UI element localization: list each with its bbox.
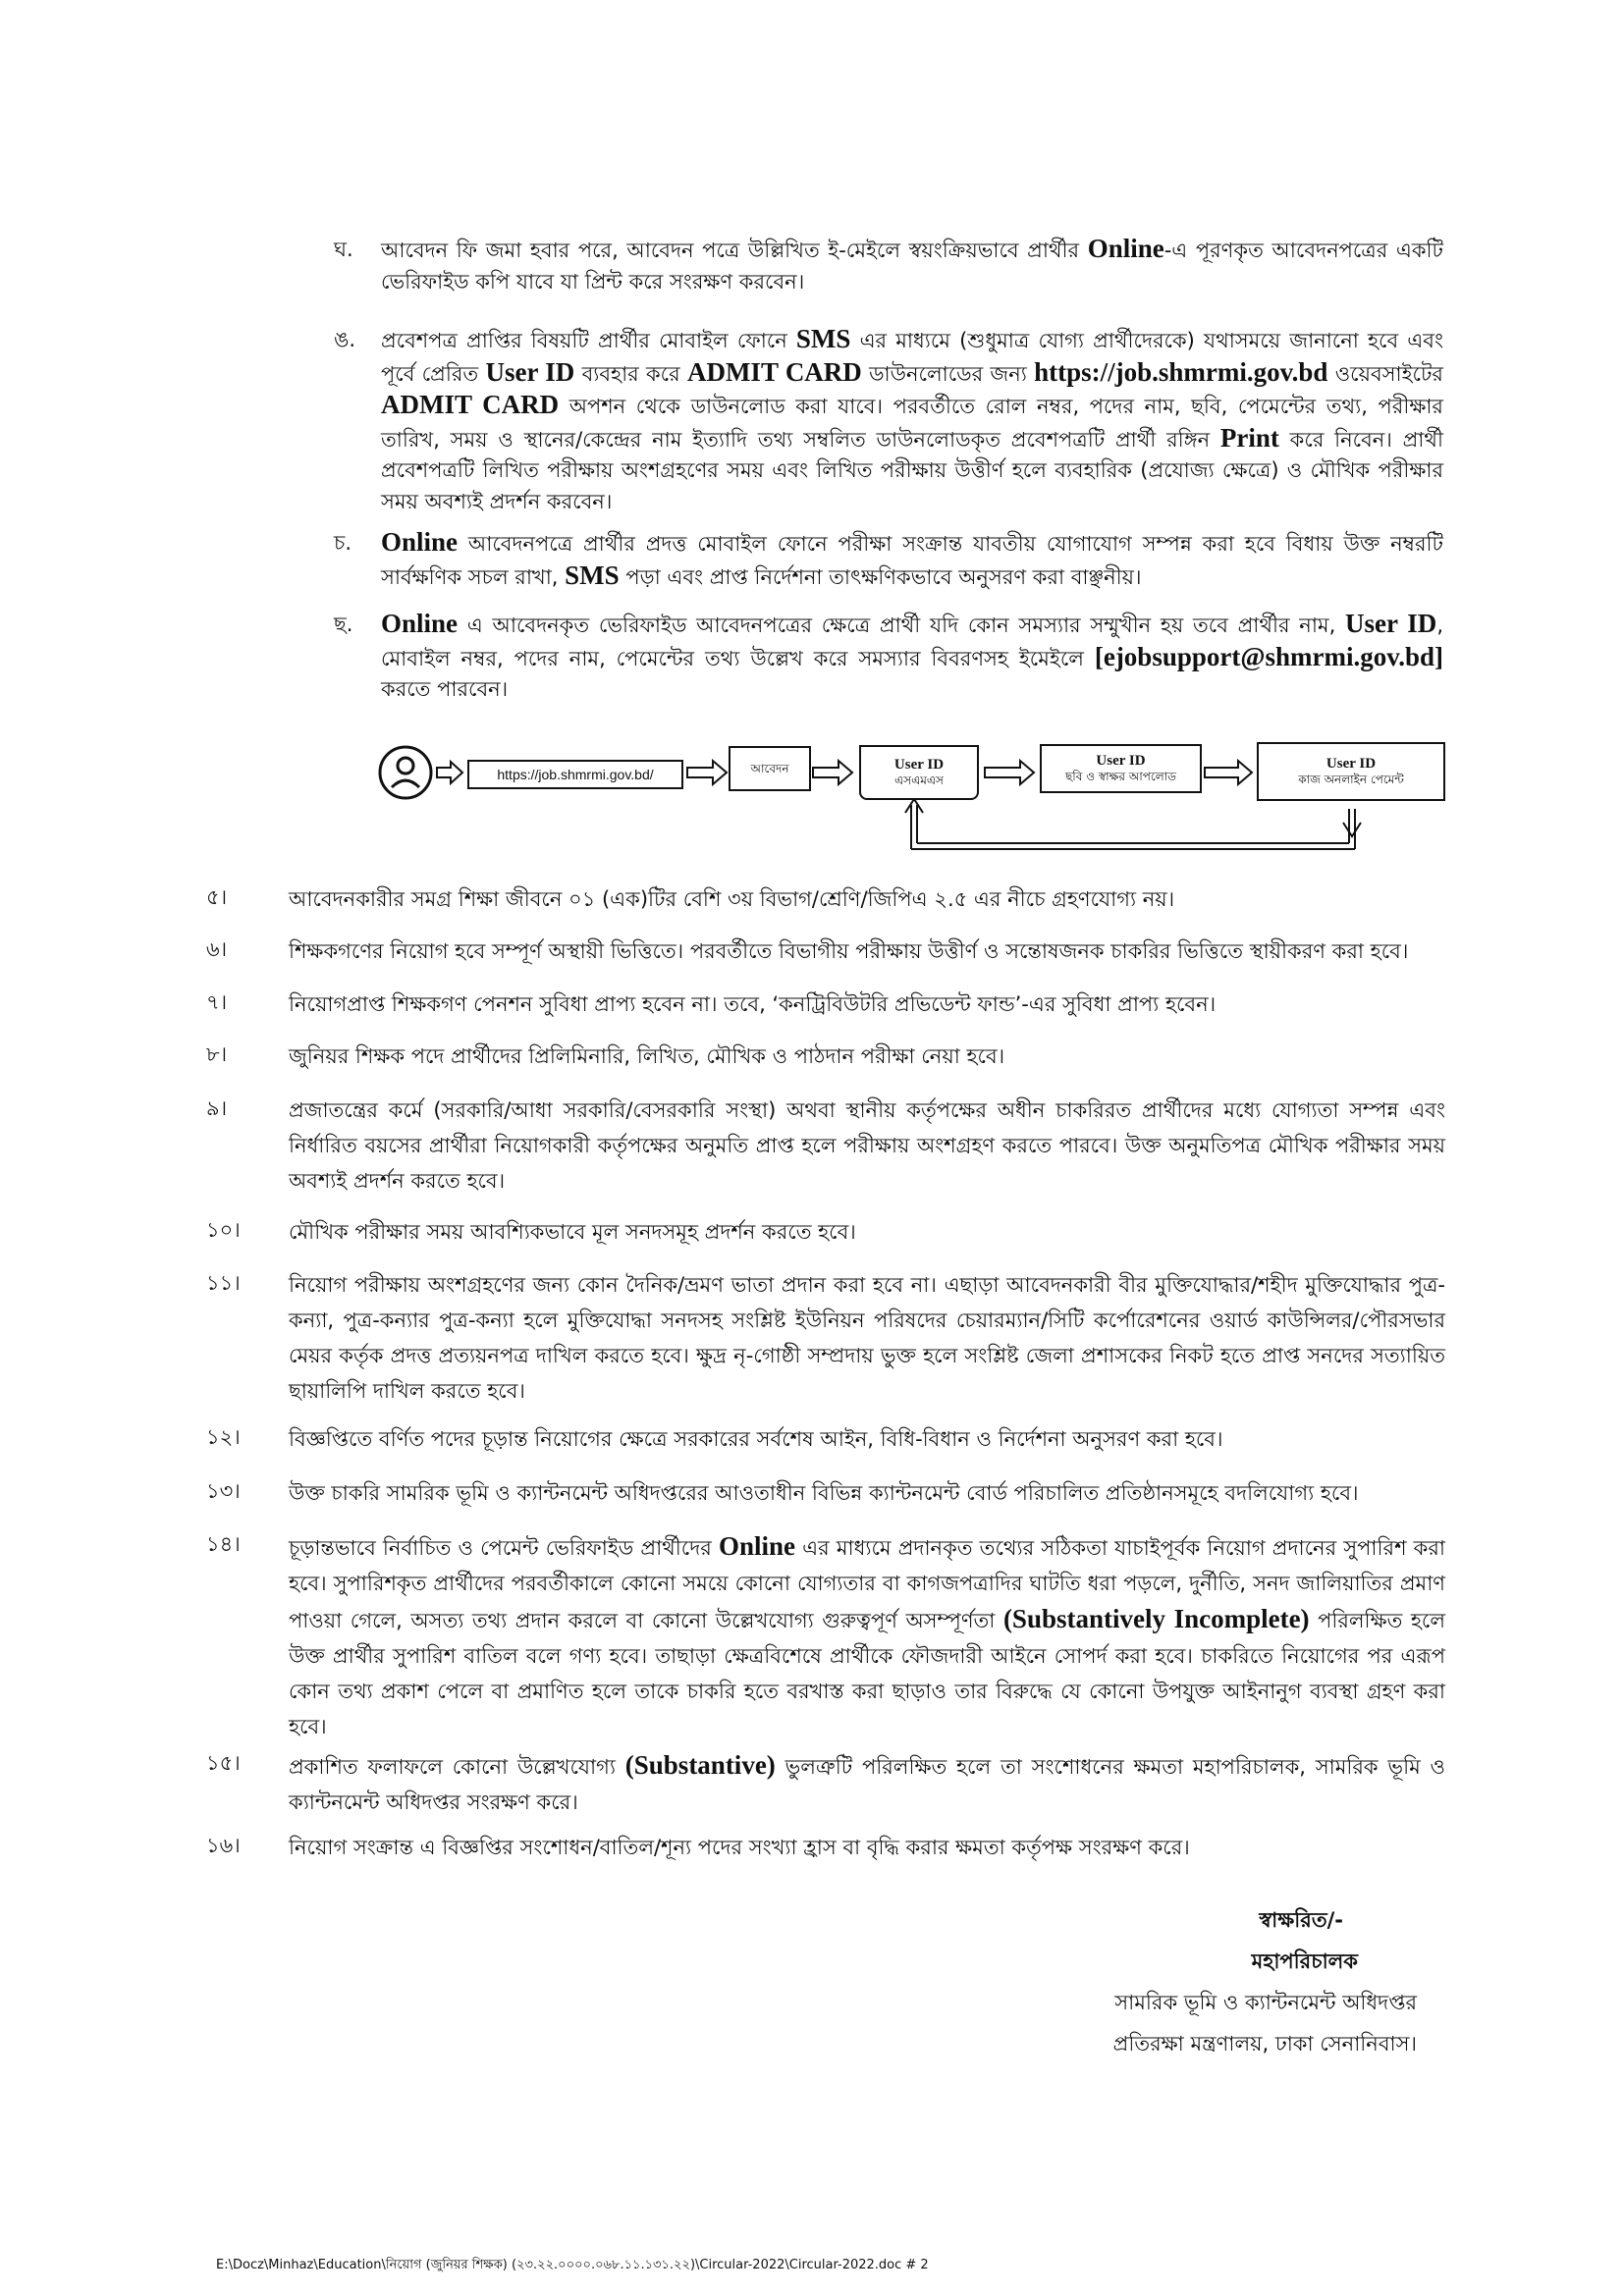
- clause-7: [206, 987, 1445, 1022]
- text-run: এর মাধ্যমে প্রদানকৃত তথ্যের সঠিকতা যাচাইপূর্বক নিয়োগ প্রদানের সুপারিশ করা হবে। সুপারিশকৃত প্রার্থীদের পরবর্তীকালে কোনো সময়ে কোনো যোগ্যতার বা কাগজপত্রাদির ঘাটতি ধরা পড়লে, দুর্নীতি, সনদ জালিয়াতির প্রমাণ পাওয়া গেলে, অসত্য তথ্য প্রদান করলে বা কোনো উল্লেখযোগ্য গুরুত্বপূর্ণ অসম্পূর্ণতা: [289, 1536, 1445, 1632]
- english-term: SMS: [795, 324, 851, 353]
- signed-text: স্বাক্ষরিত/-: [1259, 1908, 1343, 1932]
- clause-14: [206, 1528, 1445, 1744]
- text-run: আবেদন ফি জমা হবার পরে, আবেদন পত্রে উল্লিখিত ই-মেইলে স্বয়ংক্রিয়ভাবে প্রার্থীর: [381, 239, 1088, 262]
- text-run: করতে পারবেন।: [381, 677, 509, 701]
- flow-step-sub: এসএমএস: [894, 774, 944, 787]
- sub-item-label: ছ.: [334, 613, 353, 636]
- clause-10: [206, 1214, 1445, 1250]
- text-run: নিয়োগ পরীক্ষায় অংশগ্রহণের জন্য কোন দৈনিক/ভ্রমণ ভাতা প্রদান করা হবে না। এছাড়া আবেদনকারী বীর মুক্তিযোদ্ধার/শহীদ মুক্তিযোদ্ধার পুত্র-কন্যা, পুত্র-কন্যার পুত্র-কন্যা হলে মুক্তিযোদ্ধা সনদসহ সংশ্লিষ্ট ইউনিয়ন পরিষদের চেয়ারম্যান/সিটি কর্পোরেশনের ওয়ার্ড কাউন্সিলর/পৌরসভার মেয়র কর্তৃক প্রদত্ত প্রত্যয়নপত্র দাখিল করতে হবে। ক্ষুদ্র নৃ-গোষ্ঠী সম্প্রদায় ভুক্ত হলে সংশ্লিষ্ট জেলা প্রশাসকের নিকট হতে প্রাপ্ত সনদের সত্যায়িত ছায়ালিপি দাখিল করতে হবে।: [289, 1273, 1445, 1403]
- flow-url-box: [467, 760, 683, 789]
- clause-number: ৯।: [206, 1096, 228, 1120]
- clause-12: [206, 1421, 1445, 1457]
- text-run: ব্যবহার করে: [574, 361, 687, 386]
- designation: মহাপরিচালক: [1251, 1949, 1358, 1973]
- application-flow-diagram: [376, 738, 1446, 866]
- english-term: User ID: [485, 356, 575, 387]
- clause-16: [206, 1830, 1445, 1865]
- english-term: https://job.shmrmi.gov.bd: [1034, 356, 1328, 387]
- flow-apply-box: [729, 746, 811, 791]
- flow-step-title: User ID: [1325, 756, 1377, 772]
- loop-back-lines: [905, 799, 1361, 849]
- clause-text: [289, 881, 1445, 917]
- flow-step-title: User ID: [893, 757, 945, 773]
- english-term: ADMIT CARD: [686, 356, 862, 387]
- sub-item-gha: [334, 234, 1443, 297]
- sub-item-text: [381, 234, 1443, 297]
- text-run: উক্ত চাকরি সামরিক ভূমি ও ক্যান্টনমেন্ট অধিদপ্তরের আওতাধীন বিভিন্ন ক্যান্টনমেন্ট বোর্ড পরিচালিত প্রতিষ্ঠানসমূহে বদলিযোগ্য হবে।: [289, 1481, 1359, 1505]
- sub-item-text: [381, 609, 1443, 706]
- text-run: এর মাধ্যমে (শুধুমাত্র যোগ্য প্রার্থীদেরকে) যথাসময়ে জানানো হবে এবং পূর্বে প্রেরিত: [381, 329, 1443, 386]
- clause-number: ৭।: [206, 990, 228, 1014]
- clause-number: ১১।: [206, 1271, 241, 1295]
- clause-text: [289, 1093, 1445, 1199]
- text-run: প্রজাতন্ত্রের কর্মে (সরকারি/আধা সরকারি/বেসরকারি সংস্থা) অথবা স্থানীয় কর্তৃপক্ষের অধীন চাকরিরত প্রার্থীদের মধ্যে যোগ্যতা সম্পন্ন এবং নির্ধারিত বয়সের প্রার্থীরা নিয়োগকারী কর্তৃপক্ষের অনুমতি প্রাপ্ত হলে পরীক্ষায় অংশগ্রহণ করতে পারবে। উক্ত অনুমতিপত্র মৌখিক পরীক্ষার সময় অবশ্যই প্রদর্শন করতে হবে।: [289, 1098, 1445, 1193]
- text-run: , মোবাইল নম্বর, পদের নাম, পেমেন্টের তথ্য উল্লেখ করে সমস্যার বিবরণসহ ইমেইলে: [381, 614, 1443, 670]
- text-run: এ আবেদনকৃত ভেরিফাইড আবেদনপত্রের ক্ষেত্রে প্রার্থী যদি কোন সমস্যার সম্মুখীন হয় তবে প্রার্থীর নাম,: [458, 614, 1345, 637]
- clause-6: [206, 934, 1445, 969]
- text-run: বিজ্ঞপ্তিতে বর্ণিত পদের চূড়ান্ত নিয়োগের ক্ষেত্রে সরকারের সর্বশেষ আইন, বিধি-বিধান ও নির্দেশনা অনুসরণ করা হবে।: [289, 1427, 1223, 1451]
- clause-number: ১৫।: [206, 1751, 241, 1775]
- text-run: আবেদনপত্রে প্রার্থীর প্রদত্ত মোবাইল ফোনে পরীক্ষা সংক্রান্ত যাবতীয় যোগাযোগ সম্পন্ন করা হবে বিধায় উক্ত নম্বরটি সার্বক্ষণিক সচল রাখা,: [381, 532, 1443, 589]
- text-run: চূড়ান্তভাবে নির্বাচিত ও পেমেন্ট ভেরিফাইড প্রার্থীদের: [289, 1536, 719, 1560]
- english-term: (Substantive): [624, 1750, 776, 1780]
- text-run: প্রকাশিত ফলাফলে কোনো উল্লেখযোগ্য: [289, 1755, 625, 1779]
- clause-11: [206, 1267, 1445, 1409]
- sub-item-label: চ.: [334, 531, 352, 555]
- flow-apply-text: আবেদন: [750, 761, 789, 775]
- sub-item-uma: [334, 324, 1443, 517]
- text-run: ভুলত্রুটি পরিলক্ষিত হলে তা সংশোধনের ক্ষমতা মহাপরিচালক, সামরিক ভূমি ও ক্যান্টনমেন্ট অধিদপ্তর সংরক্ষণ করে।: [289, 1755, 1446, 1814]
- clause-text: [289, 1475, 1445, 1511]
- clause-13: [206, 1475, 1445, 1511]
- sub-item-label: ঘ.: [334, 238, 353, 261]
- flow-step-title: User ID: [1096, 753, 1146, 769]
- user-icon: [380, 747, 431, 798]
- text-run: পরিলক্ষিত হলে উক্ত প্রার্থীর সুপারিশ বাতিল বলে গণ্য হবে। তাছাড়া ক্ষেত্রবিশেষে প্রার্থীকে ফৌজদারী আইনে সোপর্দ করা হবে। চাকরিতে নিয়োগের পর এরূপ কোন তথ্য প্রকাশ পেলে বা প্রমাণিত হলে তাকে চাকরি হতে বরখাস্ত করা ছাড়াও তার বিরুদ্ধে যে কোনো উপযুক্ত আইনানুগ ব্যবস্থা গ্রহণ করা হবে।: [289, 1609, 1445, 1738]
- text-run: জুনিয়র শিক্ষক পদে প্রার্থীদের প্রিলিমিনারি, লিখিত, মৌখিক ও পাঠদান পরীক্ষা নেয়া হবে।: [289, 1044, 1005, 1068]
- sub-item-text: [381, 324, 1443, 517]
- english-term: Online: [381, 609, 459, 638]
- clause-text: [289, 1039, 1445, 1074]
- clause-text: [289, 1267, 1445, 1409]
- clause-text: [289, 1214, 1445, 1250]
- clause-5: [206, 881, 1445, 917]
- clause-number: ১০।: [206, 1218, 241, 1242]
- flow-step-sub: কাজ অনলাইন পেমেন্ট: [1298, 773, 1404, 786]
- clause-number: ৮।: [206, 1042, 228, 1066]
- sub-item-text: [381, 527, 1443, 593]
- text-run: প্রবেশপত্র প্রাপ্তির বিষয়টি প্রার্থীর মোবাইল ফোনে: [381, 329, 796, 352]
- flow-step-userid-sms: [859, 745, 979, 800]
- sub-item-label: ঙ.: [334, 328, 356, 351]
- english-term: Online: [718, 1531, 795, 1561]
- text-run: ওয়েবসাইটের: [1327, 361, 1443, 386]
- english-term: (Substantively Incomplete): [1002, 1604, 1310, 1633]
- text-run: শিক্ষকগণের নিয়োগ হবে সম্পূর্ণ অস্থায়ী ভিত্তিতে। পরবর্তীতে বিভাগীয় পরীক্ষায় উত্তীর্ণ ও সন্তোষজনক চাকরির ভিত্তিতে স্থায়ীকরণ করা হবে।: [289, 939, 1409, 963]
- clause-number: ৬।: [206, 937, 228, 961]
- text-run: -এ পূরণকৃত আবেদনপত্রের একটি ভেরিফাইড কপি যাবে যা প্রিন্ট করে সংরক্ষণ করবেন।: [381, 239, 1443, 294]
- text-run: অপশন থেকে ডাউনলোড করা যাবে। পরবর্তীতে রোল নম্বর, পদের নাম, ছবি, পেমেন্টের তথ্য, পরীক্ষার তারিখ, সময় ও স্থানের/কেন্দ্রের নাম ইত্যাদি তথ্য সম্বলিত ডাউনলোডকৃত প্রবেশপত্রটি প্রার্থী রঙ্গিন: [381, 395, 1443, 452]
- file-path-footer: E:\Docz\Minhaz\Education\নিয়োগ (জুনিয়র শিক্ষক) (২৩.২২.০০০০.০৬৮.১১.১৩১.২২)\Circular-2022\Circular-2022.doc # 2: [216, 2258, 929, 2272]
- sub-item-cha: [334, 527, 1443, 593]
- text-run: নিয়োগ সংক্রান্ত এ বিজ্ঞপ্তির সংশোধন/বাতিল/শূন্য পদের সংখ্যা হ্রাস বা বৃদ্ধি করার ক্ষমতা কর্তৃপক্ষ সংরক্ষণ করে।: [289, 1836, 1190, 1859]
- flow-step-userid-upload: [1040, 744, 1202, 793]
- clause-text: [289, 934, 1445, 969]
- english-term: ADMIT CARD: [381, 390, 560, 419]
- english-term: SMS: [565, 560, 620, 590]
- english-term: User ID: [1345, 609, 1437, 638]
- clause-text: [289, 1421, 1445, 1457]
- clause-text: [289, 1528, 1445, 1744]
- office-name: সামরিক ভূমি ও ক্যান্টনমেন্ট অধিদপ্তর: [1114, 1991, 1417, 2014]
- english-term: Print: [1219, 422, 1279, 453]
- clause-9: [206, 1093, 1445, 1199]
- clause-text: [289, 987, 1445, 1022]
- sub-item-chha: [334, 609, 1443, 706]
- text-run: করে নিবেন। প্রার্থী প্রবেশপত্রটি লিখিত পরীক্ষায় অংশগ্রহণের সময় এবং লিখিত পরীক্ষায় উত্তীর্ণ হলে ব্যবহারিক (প্রযোজ্য ক্ষেত্রে) ও মৌখিক পরীক্ষার সময় অবশ্যই প্রদর্শন করবেন।: [381, 427, 1444, 513]
- english-term: [ejobsupport@shmrmi.gov.bd]: [1094, 641, 1443, 671]
- clause-number: ১২।: [206, 1425, 241, 1449]
- text-run: আবেদনকারীর সমগ্র শিক্ষা জীবনে ০১ (এক)টির বেশি ৩য় বিভাগ/শ্রেণি/জিপিএ ২.৫ এর নীচে গ্রহণযোগ্য নয়।: [289, 887, 1175, 911]
- text-run: মৌখিক পরীক্ষার সময় আবশ্যিকভাবে মূল সনদসমূহ প্রদর্শন করতে হবে।: [289, 1220, 856, 1244]
- text-run: পড়া এবং প্রাপ্ত নির্দেশনা তাৎক্ষণিকভাবে অনুসরণ করা বাঞ্ছনীয়।: [619, 564, 1142, 589]
- clause-8: [206, 1039, 1445, 1074]
- text-run: ডাউনলোডের জন্য: [861, 361, 1035, 386]
- clause-text: [289, 1830, 1445, 1865]
- english-term: Online: [381, 527, 459, 557]
- clause-number: ১৪।: [206, 1532, 241, 1556]
- clause-15: [206, 1747, 1445, 1820]
- flow-step-userid-payment: [1257, 742, 1445, 801]
- signature-block: [1113, 1899, 1417, 2064]
- clause-number: ১৬।: [206, 1834, 241, 1857]
- clause-text: [289, 1747, 1445, 1820]
- flow-url-text: https://job.shmrmi.gov.bd/: [497, 766, 654, 782]
- english-term: Online: [1087, 234, 1164, 263]
- clause-number: ৫।: [206, 885, 228, 909]
- clause-number: ১৩।: [206, 1479, 241, 1503]
- text-run: নিয়োগপ্রাপ্ত শিক্ষকগণ পেনশন সুবিধা প্রাপ্য হবেন না। তবে, ‘কনট্রিবিউটরি প্রভিডেন্ট ফান্ড’-এর সুবিধা প্রাপ্য হবেন।: [289, 992, 1217, 1016]
- flow-step-sub: ছবি ও স্বাক্ষর আপলোড: [1065, 770, 1176, 783]
- ministry-name: প্রতিরক্ষা মন্ত্রণালয়, ঢাকা সেনানিবাস।: [1112, 2032, 1417, 2056]
